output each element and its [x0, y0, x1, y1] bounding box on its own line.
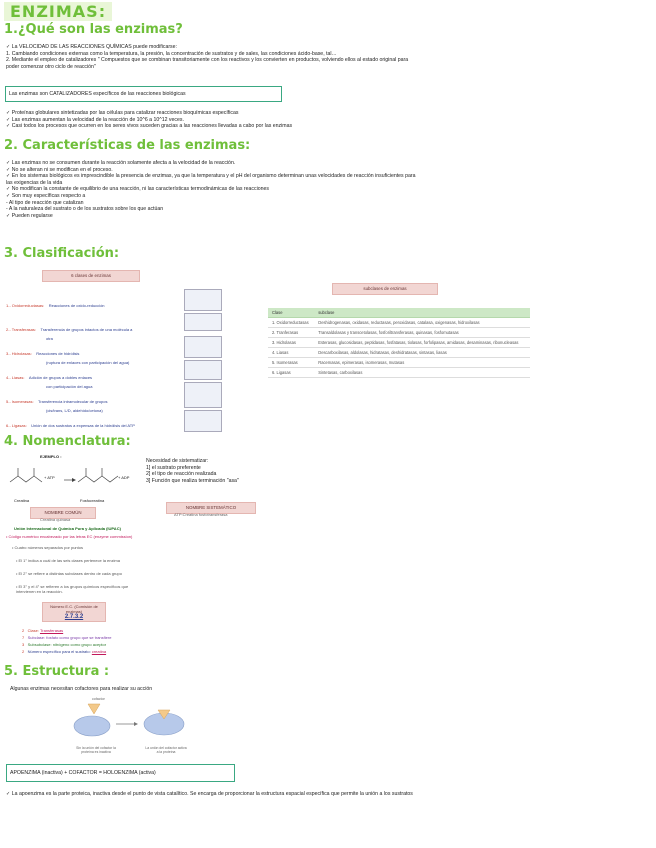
table-cell: Deshidrogenasas, oxidasas, reductasas, peroxidasas, catalasa, oxigenasas, hidroxilasas: [314, 318, 530, 328]
table-cell: 4. Liasas: [268, 348, 314, 358]
bullet: ✓ Proteínas globulares sintetizadas por las células para catalizar reacciones bioquímicas específicas: [6, 110, 239, 116]
creatine-label: Creatina: [14, 498, 30, 503]
table-cell: Sintetasas, carboxilasas: [314, 368, 530, 378]
text-line: ✓ Las enzimas no se consumen durante la reacción solamente afecta a la velocidad de la reacción.: [6, 160, 236, 166]
plus-adp-label: + ADP: [118, 475, 130, 480]
text-line: ✓ Son muy específicas respecto a: [6, 192, 86, 199]
section-1-bullets: [6, 110, 292, 130]
cofactor-intro: Algunas enzimas necesitan cofactores para realizar su acción: [10, 686, 153, 692]
legend-item: 3 Subsubclase: nitrógeno como grupo aceptor: [22, 642, 107, 647]
page-title: ENZIMAS:: [4, 2, 112, 21]
enzyme-classes-list: [6, 294, 178, 438]
systematic-name: ATP:Creatina fosfotransferasa: [174, 512, 228, 517]
text-line: - A la naturaleza del sustrato o de los sustratos sobre los que actúan: [6, 206, 164, 213]
legend-item: 7 Subclase: fosfato como grupo que se transfiere: [22, 635, 112, 640]
ec-code-rules: [6, 534, 132, 594]
table-row: [268, 318, 530, 328]
apoenzyme-note: ✓ La apoenzima es la parte proteica, inactiva desde el punto de vista catalítico. Se encarga de proporcionar la estructura espacial específica que permite la unión a los sustratos: [6, 791, 413, 797]
table-cell: Esterasas, glucosidasas, peptidasas, fosfatasas, tiolasas, forfolipasas, amidasas, desaminasas, ribonucleasas: [314, 338, 530, 348]
table-cell: 6. Ligasas: [268, 368, 314, 378]
plus-atp-label: + ATP: [44, 475, 55, 480]
table-row: [268, 348, 530, 358]
ec-number-box: [42, 602, 106, 622]
common-name: Creatina quinasa: [40, 517, 71, 522]
bullet: ✓ Las enzimas aumentan la velocidad de la reacción de 10^6 a 10^12 veces.: [6, 116, 184, 123]
section-4-heading: 4. Nomenclatura:: [4, 434, 131, 449]
section-1-text: [6, 44, 408, 70]
bullet: ✓ Casi todos los procesos que ocurren en los seres vivos suceden gracias a las reacciones llevadas a cabo por las enzimas: [6, 123, 293, 130]
section-2-heading: 2. Características de las enzimas:: [4, 138, 251, 153]
class-item: 3.- Hidrolasas: Reacciones de hidrólisis (ruptura de enlaces con participación del agua): [6, 351, 130, 365]
table-cell: Transaldolasas y transcetolasas, fosforiltransferasas, quinasas, fosfomutasas: [314, 328, 530, 338]
creatine-reaction-diagram: [6, 462, 130, 498]
table-row: [268, 338, 530, 348]
caption-active: La unión del cofactor activa a la proteína: [145, 746, 187, 754]
class-item: 5.- Isomerasas: Transferencia intramolecular de grupos (cis/trans, L/D, aldehído/cetona): [6, 399, 108, 413]
transferase-reaction-icon: [184, 313, 222, 331]
class-item: 1.- Oxidorreductasas: Reacciones de oxido-reducción: [6, 303, 105, 308]
table-row: [268, 368, 530, 378]
section-1-heading: 1.¿Qué son las enzimas?: [4, 22, 183, 37]
needs-item: 2] el tipo de reacción realizada: [146, 471, 217, 478]
text-line: ✓ No se alteran ni se modifican en el proceso.: [6, 166, 113, 173]
systematize-needs: [146, 458, 239, 484]
example-label: EJEMPLO :: [40, 454, 62, 459]
hydrolase-reaction-icon: [184, 336, 222, 358]
text-line: las exigencias de la vida: [6, 179, 63, 186]
iupac-title: Unión Internacional de Química Pura y Aplicada (IUPAC): [14, 526, 121, 531]
rule-line: • Código numérico encabezado por las letras EC (enzyme commission): [6, 534, 133, 539]
needs-title: Necesidad de sistematizar:: [146, 458, 209, 464]
table-row: [268, 328, 530, 338]
table-cell: 1. Oxidorreductasas: [268, 318, 314, 328]
ec-title: Número E.C. (Comisión de enzimas): [50, 604, 98, 614]
cofactor-label: cofactor: [92, 697, 105, 701]
table-header: subclase: [314, 308, 530, 318]
rule-line: • Cuatro números separados por puntos: [12, 545, 83, 550]
rule-line: • El 3° y el 4° se refieren a los grupos químicos específicos que: [16, 584, 129, 589]
table-row: [268, 358, 530, 368]
table-cell: 3. Hidrolasas: [268, 338, 314, 348]
section-3-heading: 3. Clasificación:: [4, 246, 120, 261]
text-line: poder comenzar otro ciclo de reacción": [6, 63, 96, 70]
legend-item: 2 Número específico para el sustrato: creatina: [22, 649, 107, 654]
systematic-name-pill: NOMBRE SISTEMÁTICO: [166, 502, 256, 514]
common-name-pill: NOMBRE COMÚN: [30, 507, 96, 519]
rule-line: • El 2° se refiere a distintas subclases dentro de cada grupo: [16, 571, 122, 576]
class-item: 6.- Ligasas: Unión de dos sustratos a expensas de la hidrólisis del ATP: [6, 423, 135, 428]
text-line: ✓ En los sistemas biológicos es imprescindible la presencia de enzimas, ya que la temperatura y el pH del organismo determinan unas velocidades de reacción insuficientes para: [6, 173, 416, 180]
class-item: 4.- Liasas: Adición de grupos a dobles enlaces con participación del agua: [6, 375, 93, 389]
caption-inactive: Sin la unión del cofactor la proteína es inactiva: [76, 746, 116, 754]
definition-box: Las enzimas son CATALIZADORES específicos de las reacciones biológicas: [5, 86, 282, 102]
lyase-reaction-icon: [184, 360, 222, 380]
rule-line: intervienen en la reacción.: [16, 589, 63, 594]
table-cell: Descarboxilasas, aldolasas, hidratasas, deshidratasas, sintasas, liasas: [314, 348, 530, 358]
subclasses-pill: subclases de enzimas: [332, 283, 438, 295]
subclasses-table: [268, 308, 530, 378]
text-line: ✓ No modifican la constante de equilibrio de una reacción, ni las características termodinámicas de las reacciones: [6, 186, 269, 193]
text-line: 2. Mediante el empleo de catalizadores " Compuestos que se combinan transitoriamente con los reactivos y los convierten en productos, volviendo ellos al estado original para: [6, 57, 409, 64]
text-line: ✓ Pueden regularse: [6, 212, 53, 219]
classes-pill: 6 clases de enzimas: [42, 270, 140, 282]
section-5-heading: 5. Estructura :: [4, 664, 110, 679]
phosphocreatine-label: Fosfocreatina: [80, 498, 105, 503]
oxidoreductase-reaction-icon: [184, 289, 222, 311]
rule-line: • El 1° indica a cuál de las seis clases pertenece la enzima: [16, 558, 120, 563]
table-cell: 2. Tranferasas: [268, 328, 314, 338]
class-item: 2.- Transferasas: Transferencia de grupos intactos de una molécula a otra: [6, 327, 133, 341]
text-line: - Al tipo de reacción que catalizan: [6, 199, 84, 206]
isomerase-reaction-icon: [184, 382, 222, 408]
text-line: 1. Cambiando condiciones externas como la temperatura, la presión, la concentración de sustratos y de sales, las condiciones ácido-base, tal…: [6, 50, 337, 57]
cofactor-binding-diagram: [64, 696, 194, 746]
section-2-text: [6, 160, 415, 219]
ec-number: 2.7.3.2: [64, 614, 84, 620]
text-line: ✓ La VELOCIDAD DE LAS REACCIONES QUÍMICAS puede modificarse:: [6, 44, 177, 50]
needs-item: 3] Función que realiza terminación "asa": [146, 477, 239, 484]
table-header-row: [268, 308, 530, 318]
needs-item: 1] el sustrato preferente: [146, 464, 201, 471]
table-cell: 5. Isomerasas: [268, 358, 314, 368]
legend-item: 2 Clase: Transferasas: [22, 628, 64, 633]
ligase-reaction-icon: [184, 410, 222, 432]
table-cell: Racemasas, epimerasas, isomerasas, mutasas: [314, 358, 530, 368]
table-header: Clase: [268, 308, 314, 318]
ec-legend: [22, 628, 111, 654]
holoenzyme-formula-box: APOENZIMA (inactiva) + COFACTOR = HOLOENZIMA (activa): [6, 764, 235, 782]
